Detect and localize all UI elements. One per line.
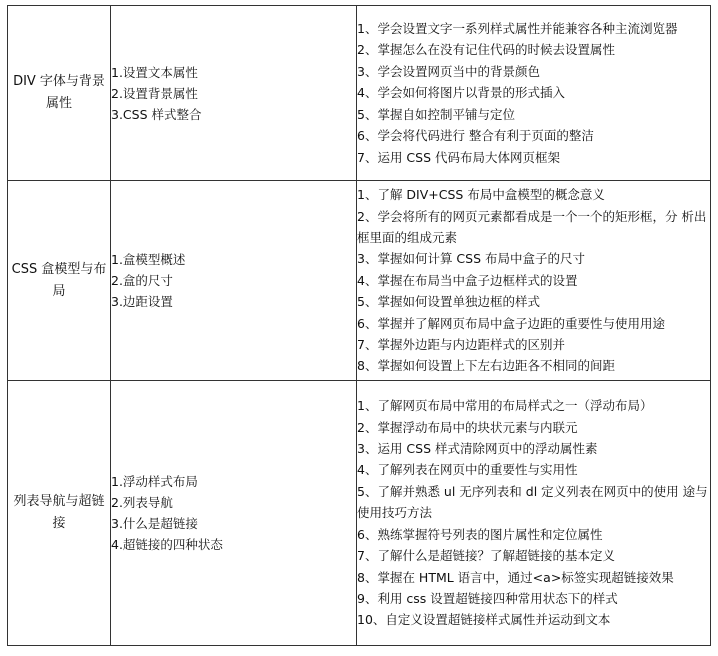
table-row (8, 181, 711, 381)
topic-cell (8, 181, 111, 381)
goal-item: 1、学会设置文字一系列样式属性并能兼容各种主流浏览器 (357, 21, 678, 37)
topic-cell (8, 6, 111, 181)
goal-item: 8、掌握在 HTML 语言中，通过<a>标签实现超链接效果 (357, 569, 674, 585)
goal-item: 8、掌握如何设置上下左右边距各不相同的间距 (357, 358, 615, 374)
goal-item: 3、运用 CSS 样式清除网页中的浮动属性素 (357, 441, 598, 457)
course-outline-table (7, 5, 711, 646)
subtopics-cell (111, 6, 357, 181)
topic-text: 列表导航与超链接 (13, 494, 105, 531)
subtopics-cell (111, 181, 357, 381)
goal-item: 5、了解并熟悉 ul 无序列表和 dl 定义列表在网页中的使用 途与使用技巧方法 (357, 483, 708, 521)
goal-item: 4、掌握在布局当中盒子边框样式的设置 (357, 272, 578, 288)
subtopics-cell (111, 381, 357, 646)
goal-item: 9、利用 css 设置超链接四种常用状态下的样式 (357, 590, 618, 606)
goal-item: 6、掌握并了解网页布局中盒子边距的重要性与使用用途 (357, 315, 665, 331)
table-row (8, 381, 711, 646)
goal-item: 7、运用 CSS 代码布局大体网页框架 (357, 149, 560, 165)
table-row (8, 6, 711, 181)
goal-item: 2、掌握怎么在没有记住代码的时候去设置属性 (357, 42, 615, 58)
goal-item: 1、了解网页布局中常用的布局样式之一（浮动布局） (357, 398, 653, 414)
topic-cell (8, 381, 111, 646)
goal-item: 7、掌握外边距与内边距样式的区别并 (357, 337, 565, 353)
subtopic-item: 2.设置背景属性 (111, 85, 198, 101)
subtopic-item: 3.边距设置 (111, 294, 173, 309)
goal-item: 3、学会设置网页当中的背景颜色 (357, 63, 540, 79)
subtopic-item: 3.CSS 样式整合 (111, 106, 202, 122)
subtopic-item: 2.盒的尺寸 (111, 273, 173, 288)
goal-item: 2、掌握浮动布局中的块状元素与内联元 (357, 419, 578, 435)
subtopic-item: 4.超链接的四种状态 (111, 537, 223, 552)
goal-item: 10、自定义设置超链接样式属性并运动到文本 (357, 612, 611, 628)
goal-item: 3、掌握如何计算 CSS 布局中盒子的尺寸 (357, 251, 585, 267)
goal-item: 1、了解 DIV+CSS 布局中盒模型的概念意义 (357, 187, 605, 203)
subtopic-item: 2.列表导航 (111, 495, 173, 510)
goals-cell (357, 381, 711, 646)
goals-cell (357, 6, 711, 181)
topic-text: DIV 字体与背景属性 (13, 74, 105, 111)
goal-item: 5、掌握自如控制平铺与定位 (357, 106, 515, 122)
goal-item: 6、学会将代码进行 整合有利于页面的整洁 (357, 128, 594, 144)
goal-item: 7、了解什么是超链接？了解超链接的基本定义 (357, 548, 615, 564)
goal-item: 4、了解列表在网页中的重要性与实用性 (357, 462, 578, 478)
subtopic-item: 3.什么是超链接 (111, 516, 198, 531)
topic-text: CSS 盒模型与布局 (11, 261, 107, 299)
goal-item: 6、熟练掌握符号列表的图片属性和定位属性 (357, 526, 603, 542)
goal-item: 4、学会如何将图片以背景的形式插入 (357, 85, 565, 101)
subtopic-item: 1.浮动样式布局 (111, 474, 198, 489)
goal-item: 2、学会将所有的网页元素都看成是一个一个的矩形框，分 析出框里面的组成元素 (357, 208, 707, 245)
subtopic-item: 1.设置文本属性 (111, 64, 198, 80)
goal-item: 5、掌握如何设置单独边框的样式 (357, 294, 540, 310)
subtopic-item: 1.盒模型概述 (111, 252, 186, 267)
goals-cell (357, 181, 711, 381)
